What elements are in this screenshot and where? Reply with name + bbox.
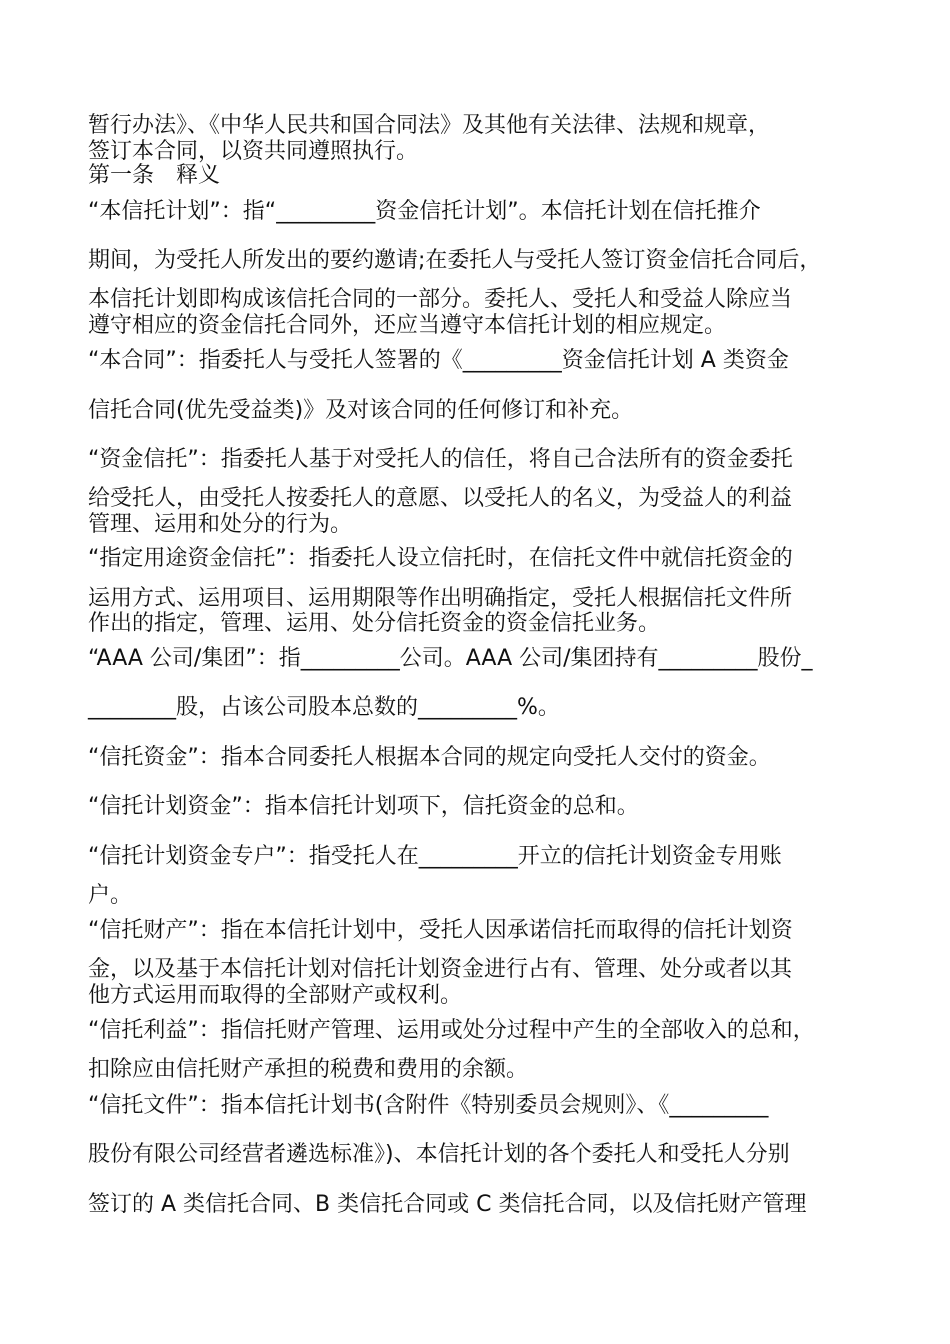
text-line: “信托利益”：指信托财产管理、运用或处分过程中产生的全部收入的总和，	[88, 1018, 815, 1043]
text-line: “资金信托”：指委托人基于对受托人的信任，将自己合法所有的资金委托	[88, 447, 793, 472]
text-line: 他方式运用而取得的全部财产或权利。	[88, 983, 463, 1008]
text-line: “AAA 公司/集团”：指_________公司。AAA 公司/集团持有_________股份_	[88, 646, 813, 671]
text-line: 户。	[88, 883, 133, 908]
text-line: 签订本合同，以资共同遵照执行。	[88, 139, 419, 164]
text-line: 管理、运用和处分的行为。	[88, 512, 353, 537]
text-line: “信托资金”：指本合同委托人根据本合同的规定向受托人交付的资金。	[88, 745, 771, 770]
text-line: 期间，为受托人所发出的要约邀请;在委托人与受托人签订资金信托合同后，	[88, 248, 822, 273]
text-line: 给受托人，由受托人按委托人的意愿、以受托人的名义，为受益人的利益	[88, 486, 793, 511]
text-line: ________股，占该公司股本总数的_________%。	[88, 695, 560, 720]
text-line: “信托文件”：指本信托计划书(含附件《特别委员会规则》、《_________	[88, 1093, 769, 1118]
text-line: 本信托计划即构成该信托合同的一部分。委托人、受托人和受益人除应当	[88, 287, 793, 312]
section-heading: 第一条 释义	[88, 163, 221, 188]
text-line: “本信托计划”：指“_________资金信托计划”。本信托计划在信托推介	[88, 199, 761, 224]
text-line: 暂行办法》、《中华人民共和国合同法》及其他有关法律、法规和规章，	[88, 113, 771, 138]
text-line: 遵守相应的资金信托合同外，还应当遵守本信托计划的相应规定。	[88, 313, 727, 338]
text-line: “指定用途资金信托”：指委托人设立信托时，在信托文件中就信托资金的	[88, 546, 793, 571]
text-line: 扣除应由信托财产承担的税费和费用的余额。	[88, 1057, 529, 1082]
text-line: 运用方式、运用项目、运用期限等作出明确指定，受托人根据信托文件所	[88, 586, 793, 611]
text-line: 信托合同(优先受益类)》及对该合同的任何修订和补充。	[88, 398, 634, 423]
text-line: “信托财产”：指在本信托计划中，受托人因承诺信托而取得的信托计划资	[88, 918, 793, 943]
text-line: “信托计划资金”：指本信托计划项下，信托资金的总和。	[88, 794, 639, 819]
text-line: 作出的指定，管理、运用、处分信托资金的资金信托业务。	[88, 611, 661, 636]
text-line: 金，以及基于本信托计划对信托计划资金进行占有、管理、处分或者以其	[88, 957, 793, 982]
text-line: 签订的 A 类信托合同、B 类信托合同或 C 类信托合同，以及信托财产管理	[88, 1192, 807, 1217]
text-line: 股份有限公司经营者遴选标准》)、本信托计划的各个委托人和受托人分别	[88, 1142, 790, 1167]
text-line: “信托计划资金专户”：指受托人在_________开立的信托计划资金专用账	[88, 844, 782, 869]
text-line: “本合同”：指委托人与受托人签署的《_________资金信托计划 A 类资金	[88, 348, 789, 373]
